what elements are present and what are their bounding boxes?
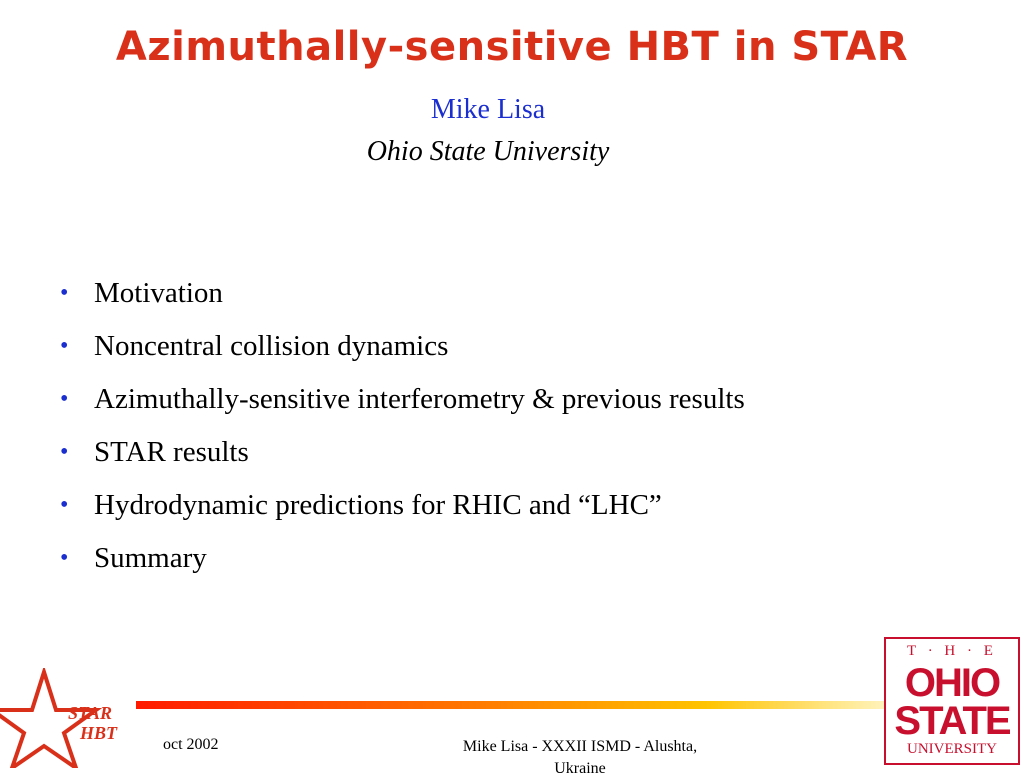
- bullet-dot-icon: •: [60, 333, 69, 359]
- bullet-dot-icon: •: [60, 545, 69, 571]
- bullet-text: Noncentral collision dynamics: [94, 330, 449, 362]
- osu-logo-ohio: OHIO: [904, 661, 1000, 705]
- osu-logo-university: UNIVERSITY: [907, 741, 997, 757]
- footer-gradient-rule: [136, 701, 896, 709]
- bullet-text: Summary: [94, 542, 207, 574]
- bullet-item: [60, 327, 745, 380]
- bullet-item: [60, 433, 745, 486]
- bullet-dot-icon: •: [60, 280, 69, 306]
- footer-date: oct 2002: [163, 736, 219, 753]
- ohio-state-logo: [884, 637, 1020, 765]
- star-hbt-logo: [0, 668, 130, 768]
- footer-presenter: [410, 736, 750, 780]
- author-affiliation: Ohio State University: [366, 136, 610, 167]
- star-logo-line2: HBT: [80, 723, 118, 743]
- bullet-item: [60, 380, 745, 433]
- bullet-item: [60, 486, 745, 539]
- footer-presenter-line2: Ukraine: [554, 760, 606, 777]
- bullet-dot-icon: •: [60, 492, 69, 518]
- footer-presenter-line1: Mike Lisa - XXXII ISMD - Alushta,: [462, 738, 698, 755]
- osu-logo-state: STATE: [894, 699, 1010, 743]
- bullet-text: Hydrodynamic predictions for RHIC and “LHC”: [94, 489, 662, 521]
- osu-logo-the: T · H · E: [907, 643, 997, 659]
- star-logo-line1: STAR: [68, 703, 113, 723]
- bullet-item: [60, 274, 745, 327]
- slide-title: Azimuthally-sensitive HBT in STAR: [115, 24, 909, 70]
- bullet-dot-icon: •: [60, 439, 69, 465]
- bullet-text: Motivation: [94, 277, 223, 309]
- author-name: Mike Lisa: [430, 94, 546, 125]
- bullet-text: Azimuthally-sensitive interferometry & previous results: [94, 383, 745, 415]
- bullet-list: [60, 274, 745, 592]
- bullet-dot-icon: •: [60, 386, 69, 412]
- bullet-text: STAR results: [94, 436, 249, 468]
- bullet-item: [60, 539, 745, 592]
